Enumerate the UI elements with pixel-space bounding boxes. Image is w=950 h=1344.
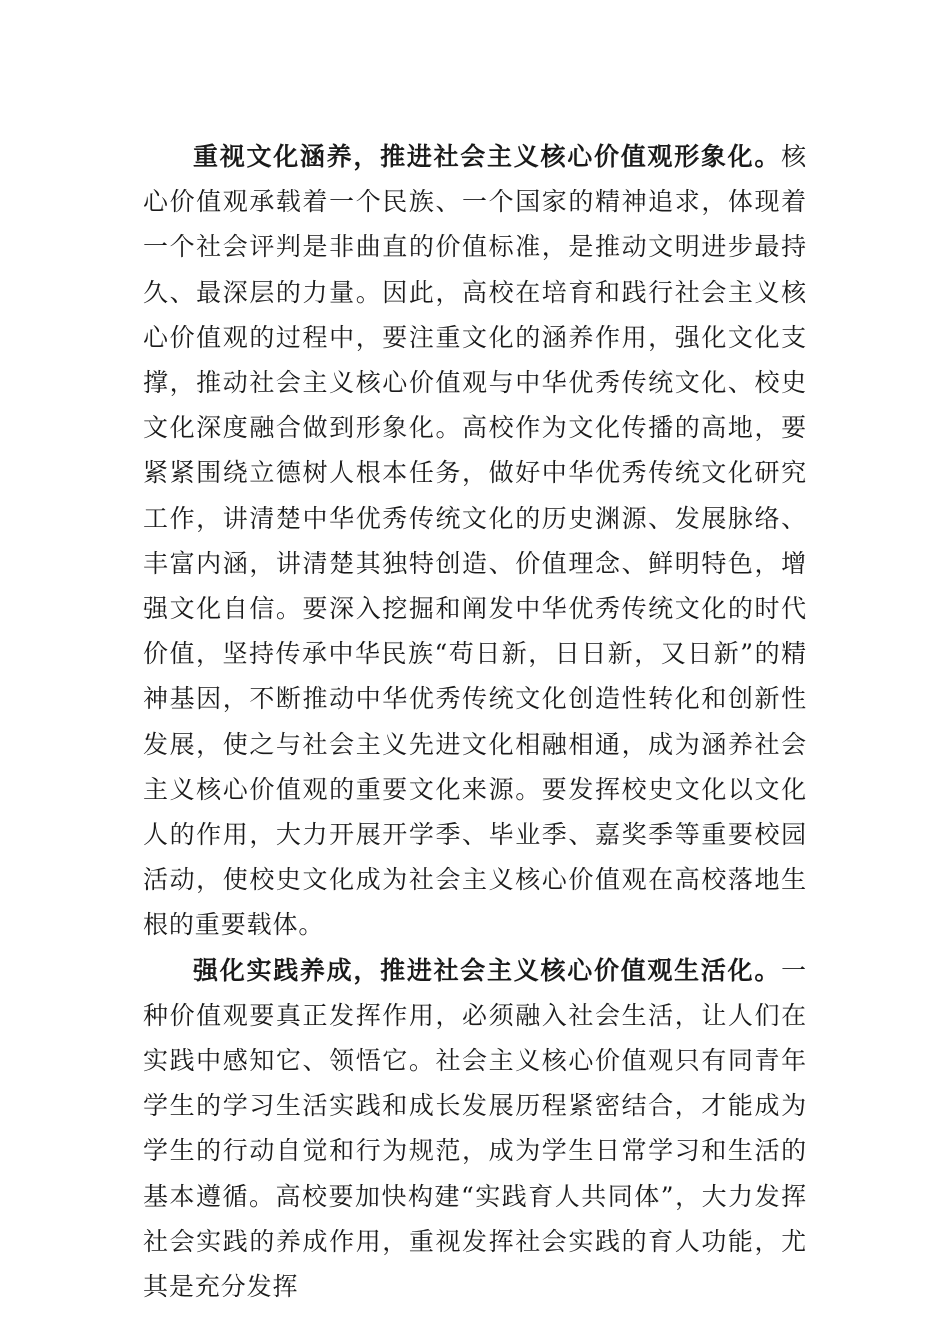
paragraph-heading: 强化实践养成，推进社会主义核心价值观生活化。 <box>193 955 782 985</box>
paragraph-practice-cultivation <box>143 948 807 1310</box>
paragraph-cultural-cultivation <box>143 134 807 948</box>
paragraph-body: 核心价值观承载着一个民族、一个国家的精神追求，体现着一个社会评判是非曲直的价值标准，是推动文明进步最持久、最深层的力量。因此，高校在培育和践行社会主义核心价值观的过程中，要注重文化的涵养作用，强化文化支撑，推动社会主义核心价值观与中华优秀传统文化、校史文化深度融合做到形象化。高校作为文化传播的高地，要紧紧围绕立德树人根本任务，做好中华优秀传统文化研究工作，讲清楚中华优秀传统文化的历史渊源、发展脉络、丰富内涵，讲清楚其独特创造、价值理念、鲜明特色，增强文化自信。要深入挖掘和阐发中华优秀传统文化的时代价值，坚持传承中华民族“苟日新，日日新，又日新”的精神基因，不断推动中华优秀传统文化创造性转化和创新性发展，使之与社会主义先进文化相融相通，成为涵养社会主义核心价值观的重要文化来源。要发挥校史文化以文化人的作用，大力开展开学季、毕业季、嘉奖季等重要校园活动，使校史文化成为社会主义核心价值观在高校落地生根的重要载体。 <box>143 142 807 940</box>
paragraph-heading: 重视文化涵养，推进社会主义核心价值观形象化。 <box>193 142 782 171</box>
paragraph-body: 一种价值观要真正发挥作用，必须融入社会生活，让人们在实践中感知它、领悟它。社会主义核心价值观只有同青年学生的学习生活实践和成长发展历程紧密结合，才能成为学生的行动自觉和行为规范，成为学生日常学习和生活的基本遵循。高校要加快构建“实践育人共同体”，大力发挥社会实践的养成作用，重视发挥社会实践的育人功能，尤其是充分发挥 <box>143 955 807 1302</box>
document-page <box>143 134 807 1309</box>
